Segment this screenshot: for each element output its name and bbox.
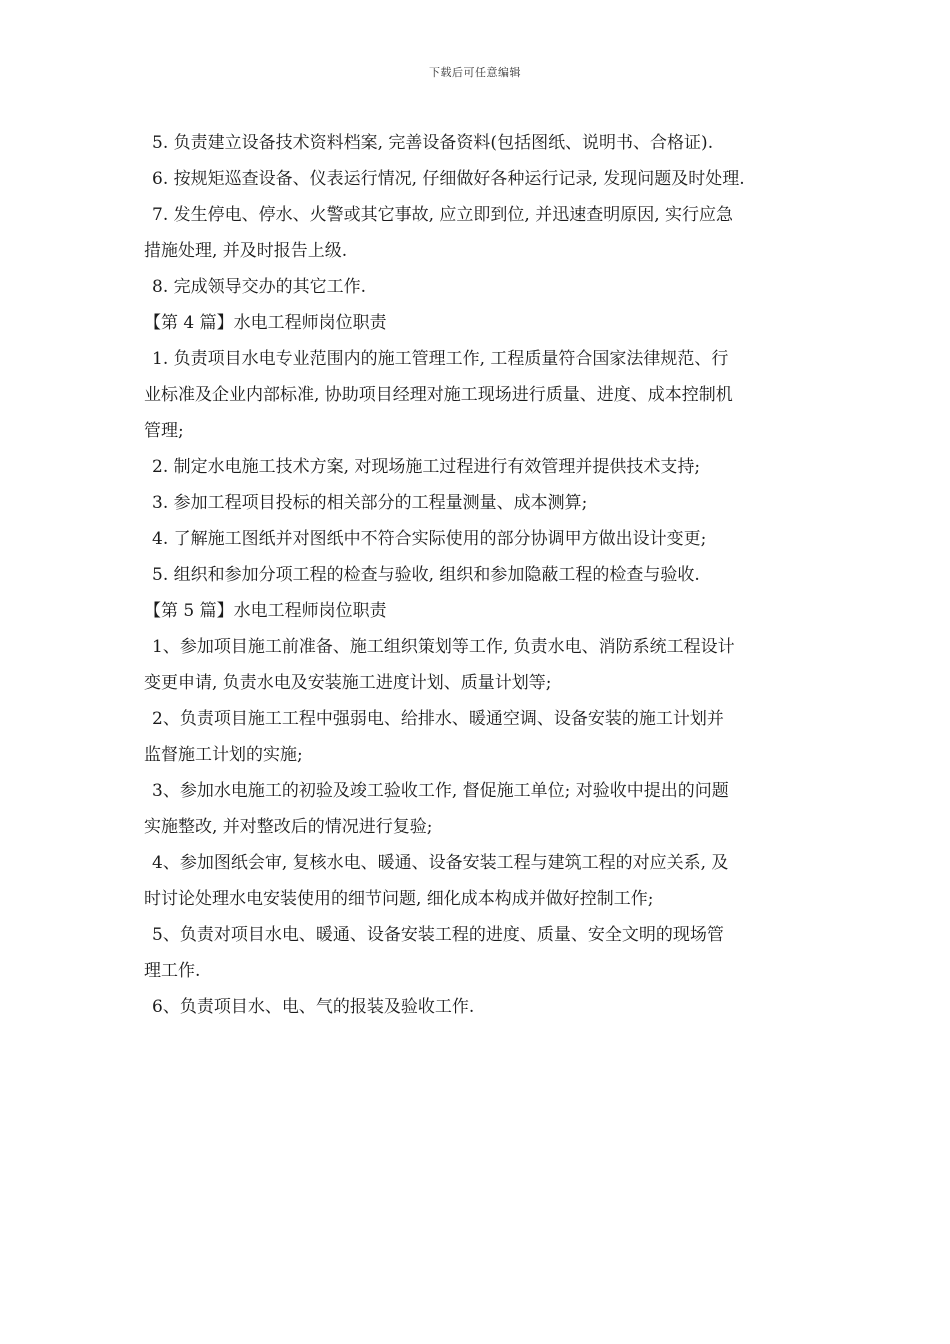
text-line-25: 6、负责项目水、电、气的报装及验收工作. [152, 997, 475, 1017]
text-line-20: 实施整改, 并对整改后的情况进行复验; [144, 817, 433, 837]
text-line-12: 4. 了解施工图纸并对图纸中不符合实际使用的部分协调甲方做出设计变更; [152, 529, 707, 549]
text-line-19: 3、参加水电施工的初验及竣工验收工作, 督促施工单位; 对验收中提出的问题 [152, 781, 729, 801]
text-line-22: 时讨论处理水电安装使用的细节问题, 细化成本构成并做好控制工作; [144, 889, 654, 909]
text-line-8: 业标准及企业内部标准, 协助项目经理对施工现场进行质量、进度、成本控制机 [144, 385, 733, 405]
text-line-13: 5. 组织和参加分项工程的检查与验收, 组织和参加隐蔽工程的检查与验收. [152, 565, 700, 585]
text-line-11: 3. 参加工程项目投标的相关部分的工程量测量、成本测算; [152, 493, 588, 513]
text-line-15: 1、参加项目施工前准备、施工组织策划等工作, 负责水电、消防系统工程设计 [152, 637, 735, 657]
text-line-5: 8. 完成领导交办的其它工作. [152, 277, 367, 297]
text-line-17: 2、负责项目施工工程中强弱电、给排水、暖通空调、设备安装的施工计划并 [152, 709, 724, 729]
text-line-21: 4、参加图纸会审, 复核水电、暖通、设备安装工程与建筑工程的对应关系, 及 [152, 853, 729, 873]
text-line-16: 变更申请, 负责水电及安装施工进度计划、质量计划等; [144, 673, 552, 693]
text-line-23: 5、负责对项目水电、暖通、设备安装工程的进度、质量、安全文明的现场管 [152, 925, 724, 945]
text-line-7: 1. 负责项目水电专业范围内的施工管理工作, 工程质量符合国家法律规范、行 [152, 349, 729, 369]
text-line-4: 措施处理, 并及时报告上级. [144, 241, 348, 261]
text-line-10: 2. 制定水电施工技术方案, 对现场施工过程进行有效管理并提供技术支持; [152, 457, 701, 477]
section-heading-4: 【第 4 篇】水电工程师岗位职责 [144, 313, 387, 333]
text-line-2: 6. 按规矩巡查设备、仪表运行情况, 仔细做好各种运行记录, 发现问题及时处理. [152, 169, 745, 189]
document-body [144, 125, 812, 1025]
text-line-18: 监督施工计划的实施; [144, 745, 303, 765]
text-line-1: 5. 负责建立设备技术资料档案, 完善设备资料(包括图纸、说明书、合格证). [152, 133, 714, 153]
text-line-24: 理工作. [144, 961, 201, 981]
section-heading-5: 【第 5 篇】水电工程师岗位职责 [144, 601, 387, 621]
text-line-9: 管理; [144, 421, 184, 441]
text-line-3: 7. 发生停电、停水、火警或其它事故, 应立即到位, 并迅速查明原因, 实行应急 [152, 205, 734, 225]
page-header: 下载后可任意编辑 [429, 66, 521, 79]
